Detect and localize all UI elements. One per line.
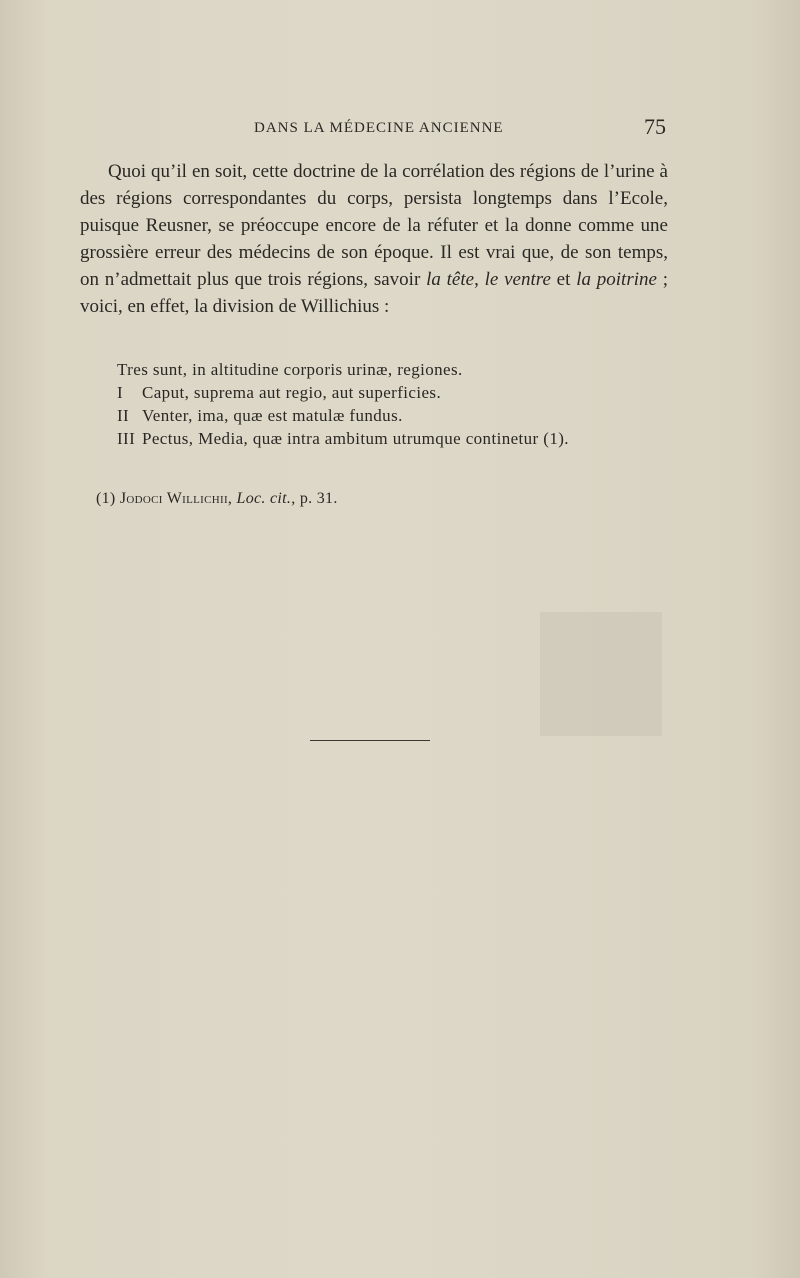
footnote-marker: (1) [96, 490, 116, 507]
body-paragraph [80, 158, 668, 320]
quote-line-text: Caput, suprema aut regio, aut superficies. [142, 383, 442, 402]
footnote-ref: Loc. cit. [236, 490, 292, 507]
running-title: DANS LA MÉDECINE ANCIENNE [254, 120, 504, 136]
quote-line [117, 381, 677, 404]
separator-1: , [474, 269, 485, 290]
quote-line-number: II [117, 406, 130, 425]
page-number: 75 [644, 114, 666, 139]
quote-line [117, 404, 677, 427]
italic-la-tete: la tête [426, 269, 475, 290]
quote-line-text: Pectus, Media, quæ intra ambitum utrumque continetur (1). [142, 429, 569, 448]
end-rule [310, 740, 430, 741]
paragraph [80, 158, 668, 320]
footnote [96, 490, 338, 508]
quote-line [117, 427, 677, 450]
italic-le-ventre: le ventre [484, 269, 551, 290]
italic-la-poitrine: la poitrine [576, 269, 657, 290]
paragraph-text-2: ; voici, en effet, la division de Willichius : [80, 269, 668, 317]
quote-line-text: Venter, ima, quæ est matulæ fundus. [142, 406, 403, 425]
quote-line-text: Tres sunt, in altitudine corporis urinæ, regiones. [117, 360, 463, 379]
quote-line-number: III [117, 429, 136, 448]
show-through-shadow [540, 612, 662, 736]
paragraph-text-1: Quoi qu’il en soit, cette doctrine de la corrélation des régions de l’urine à des régions correspondantes du corps, persista longtemps dans l’Ecole, puisque Reusner, se préoccupe encore de la réfuter et la donne comme une grossière erreur des médecins de son époque. Il est vrai que, de son temps, on n’admettait plus que trois régions, savoir [80, 161, 668, 290]
quote-line-number: I [117, 383, 124, 402]
footnote-author: Jodoci Willichii, [119, 490, 233, 507]
latin-quotation [117, 358, 677, 450]
separator-2: et [550, 269, 577, 290]
quote-line [117, 358, 677, 381]
footnote-page: , p. 31. [291, 490, 338, 507]
running-head [80, 114, 668, 144]
